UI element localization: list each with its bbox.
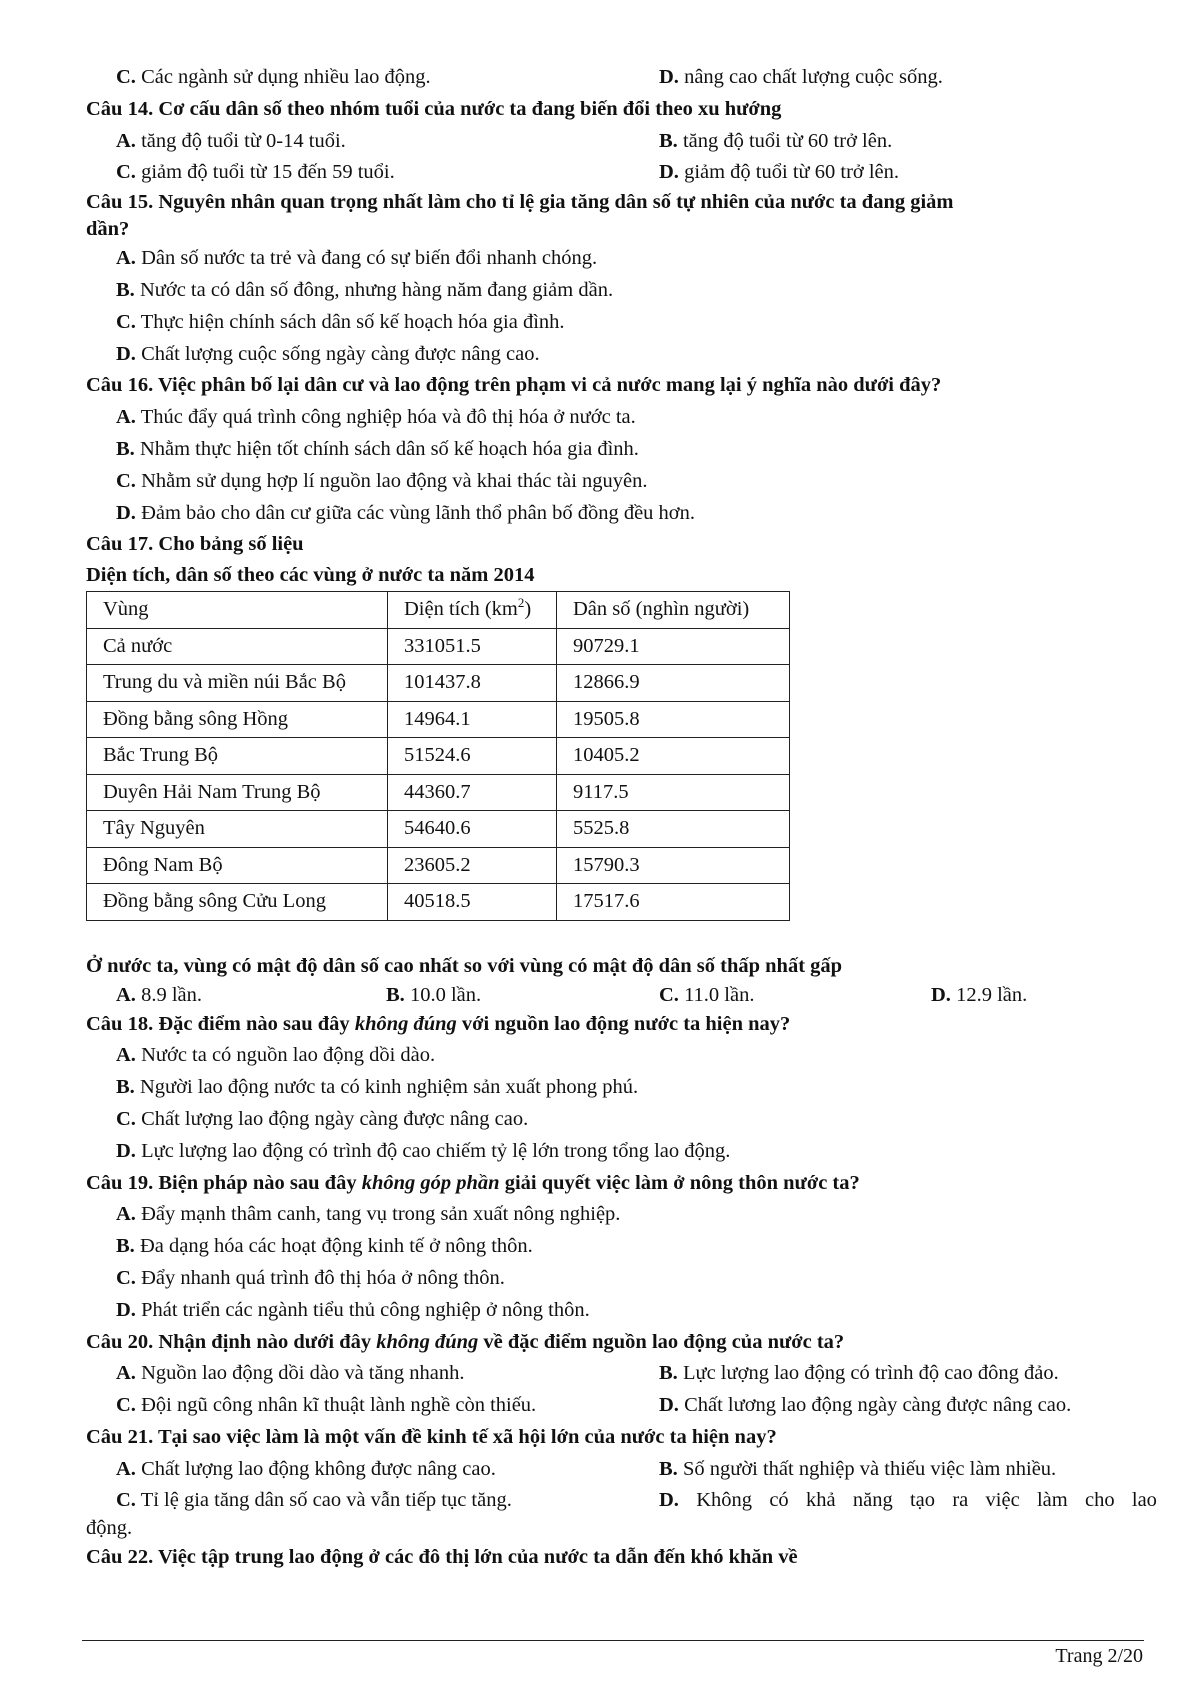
q18-option-b[interactable]: B. Người lao động nước ta có kinh nghiệm sản xuất phong phú.: [116, 1076, 639, 1099]
q20-options-cd: [86, 1390, 1144, 1422]
header-population: Dân số (nghìn người): [557, 592, 790, 629]
cell-region: Trung du và miền núi Bắc Bộ: [87, 665, 388, 702]
q21-option-c[interactable]: C. Tỉ lệ gia tăng dân số cao và vẫn tiếp tục tăng.: [116, 1488, 512, 1511]
cell-area: 23605.2: [388, 847, 557, 884]
q19-option-b[interactable]: B. Đa dạng hóa các hoạt động kinh tế ở nông thôn.: [116, 1235, 533, 1258]
q18-stem: Câu 18. Đặc điểm nào sau đây không đúng với nguồn lao động nước ta hiện nay?: [86, 1012, 791, 1035]
q21-option-d[interactable]: D. Không có khả năng tạo ra việc làm cho lao: [659, 1488, 1157, 1511]
cell-population: 5525.8: [557, 811, 790, 848]
q14-option-a[interactable]: A. tăng độ tuổi từ 0-14 tuổi.: [116, 129, 346, 152]
q16-option-c[interactable]: C. Nhằm sử dụng hợp lí nguồn lao động và khai thác tài nguyên.: [116, 469, 648, 492]
q14-option-c[interactable]: C. giảm độ tuổi từ 15 đến 59 tuổi.: [116, 161, 395, 184]
q21-options-cd: [86, 1486, 1157, 1514]
cell-region: Đông Nam Bộ: [87, 847, 388, 884]
table-row: [87, 884, 790, 921]
table-row: [87, 738, 790, 775]
q13-options-cd: [86, 62, 1144, 94]
q16-option-d[interactable]: D. Đảm bảo cho dân cư giữa các vùng lãnh thổ phân bố đồng đều hơn.: [116, 501, 696, 524]
table-header-row: [87, 592, 790, 629]
q14-stem: Câu 14. Cơ cấu dân số theo nhóm tuổi của nước ta đang biến đổi theo xu hướng: [86, 97, 782, 120]
q18-option-c[interactable]: C. Chất lượng lao động ngày càng được nâng cao.: [116, 1108, 529, 1131]
q19-option-d[interactable]: D. Phát triển các ngành tiểu thủ công nghiệp ở nông thôn.: [116, 1298, 590, 1321]
q20-option-d[interactable]: D. Chất lương lao động ngày càng được nâng cao.: [659, 1394, 1072, 1417]
q14-option-d[interactable]: D. giảm độ tuổi từ 60 trở lên.: [659, 161, 900, 184]
q21-options-ab: [86, 1454, 1144, 1486]
region-data-table: [86, 591, 790, 921]
cell-population: 9117.5: [557, 774, 790, 811]
cell-area: 101437.8: [388, 665, 557, 702]
cell-area: 44360.7: [388, 774, 557, 811]
q16-stem: Câu 16. Việc phân bố lại dân cư và lao động trên phạm vi cả nước mang lại ý nghĩa nào dưới đây?: [86, 374, 942, 397]
q18-option-d[interactable]: D. Lực lượng lao động có trình độ cao chiếm tỷ lệ lớn trong tổng lao động.: [116, 1139, 731, 1162]
footer-divider: [82, 1640, 1144, 1641]
q17-options: [86, 981, 1144, 1009]
q16-option-a[interactable]: A. Thúc đẩy quá trình công nghiệp hóa và đô thị hóa ở nước ta.: [116, 406, 636, 429]
q19-option-c[interactable]: C. Đẩy nhanh quá trình đô thị hóa ở nông thôn.: [116, 1267, 505, 1290]
cell-region: Duyên Hải Nam Trung Bộ: [87, 774, 388, 811]
table-row: [87, 847, 790, 884]
q17-option-a[interactable]: A. 8.9 lần.: [116, 983, 202, 1006]
q13-option-d[interactable]: D. nâng cao chất lượng cuộc sống.: [659, 66, 943, 88]
table-title: Diện tích, dân số theo các vùng ở nước ta năm 2014: [86, 564, 535, 587]
header-area: Diện tích $(km^2)$: [388, 592, 557, 629]
q17-option-b[interactable]: B. 10.0 lần.: [386, 983, 482, 1006]
q19-option-a[interactable]: A. Đẩy mạnh thâm canh, tang vụ trong sản xuất nông nghiệp.: [116, 1203, 621, 1226]
cell-population: 17517.6: [557, 884, 790, 921]
q18-option-a[interactable]: A. Nước ta có nguồn lao động dồi dào.: [116, 1044, 436, 1067]
emphasis-text: không đúng: [376, 1330, 479, 1353]
q16-option-b[interactable]: B. Nhằm thực hiện tốt chính sách dân số kế hoạch hóa gia đình.: [116, 437, 639, 460]
q14-options-ab: [86, 126, 1144, 158]
q20-options-ab: [86, 1358, 1144, 1390]
q17-question: Ở nước ta, vùng có mật độ dân số cao nhất so với vùng có mật độ dân số thấp nhất gấp: [86, 954, 843, 977]
q21-option-b[interactable]: B. Số người thất nghiệp và thiếu việc làm nhiều.: [659, 1457, 1057, 1480]
q15-option-b[interactable]: B. Nước ta có dân số đông, nhưng hàng năm đang giảm dần.: [116, 278, 614, 301]
cell-area: 51524.6: [388, 738, 557, 775]
q14-option-b[interactable]: B. tăng độ tuổi từ 60 trở lên.: [659, 129, 893, 152]
q20-option-b[interactable]: B. Lực lượng lao động có trình độ cao đông đảo.: [659, 1362, 1059, 1385]
q21-option-a[interactable]: A. Chất lượng lao động không được nâng cao.: [116, 1457, 496, 1480]
cell-region: Đồng bằng sông Hồng: [87, 701, 388, 738]
cell-area: 14964.1: [388, 701, 557, 738]
emphasis-text: không góp phần: [361, 1171, 500, 1194]
cell-region: Tây Nguyên: [87, 811, 388, 848]
q21-stem: Câu 21. Tại sao việc làm là một vấn đề kinh tế xã hội lớn của nước ta hiện nay?: [86, 1426, 777, 1449]
header-region: Vùng: [87, 592, 388, 629]
q21-option-d-wrap: động.: [86, 1516, 133, 1539]
q15-stem-line2: dần?: [86, 218, 130, 241]
q14-options-cd: [86, 157, 1144, 189]
cell-area: 331051.5: [388, 628, 557, 665]
q17-option-c[interactable]: C. 11.0 lần.: [659, 983, 755, 1006]
table-row: [87, 811, 790, 848]
cell-population: 10405.2: [557, 738, 790, 775]
q19-stem: Câu 19. Biện pháp nào sau đây không góp phần giải quyết việc làm ở nông thôn nước ta?: [86, 1171, 860, 1194]
cell-population: 12866.9: [557, 665, 790, 702]
cell-population: 15790.3: [557, 847, 790, 884]
table-spacer: [86, 921, 1144, 951]
cell-region: Cả nước: [87, 628, 388, 665]
exam-page: [86, 62, 1157, 1573]
table-row: [87, 628, 790, 665]
table-row: [87, 774, 790, 811]
cell-area: 54640.6: [388, 811, 557, 848]
emphasis-text: không đúng: [354, 1012, 457, 1035]
q15-option-d[interactable]: D. Chất lượng cuộc sống ngày càng được nâng cao.: [116, 342, 540, 365]
cell-region: Bắc Trung Bộ: [87, 738, 388, 775]
table-row: [87, 665, 790, 702]
q15-stem-line1: Câu 15. Nguyên nhân quan trọng nhất làm cho tỉ lệ gia tăng dân số tự nhiên của nước ta đang giảm: [86, 191, 954, 214]
cell-population: 90729.1: [557, 628, 790, 665]
q20-stem: Câu 20. Nhận định nào dưới đây không đúng về đặc điểm nguồn lao động của nước ta?: [86, 1330, 845, 1353]
q17-stem: Câu 17. Cho bảng số liệu: [86, 533, 304, 556]
q15-option-a[interactable]: A. Dân số nước ta trẻ và đang có sự biến đổi nhanh chóng.: [116, 247, 598, 270]
cell-region: Đồng bằng sông Cửu Long: [87, 884, 388, 921]
q22-stem: Câu 22. Việc tập trung lao động ở các đô thị lớn của nước ta dẫn đến khó khăn về: [86, 1545, 798, 1568]
q17-option-d[interactable]: D. 12.9 lần.: [931, 983, 1028, 1006]
table-row: [87, 701, 790, 738]
page-number: Trang 2/20: [1055, 1645, 1143, 1667]
cell-population: 19505.8: [557, 701, 790, 738]
q13-option-c[interactable]: C. Các ngành sử dụng nhiều lao động.: [116, 66, 431, 88]
q20-option-c[interactable]: C. Đội ngũ công nhân kĩ thuật lành nghề còn thiếu.: [116, 1394, 537, 1417]
q20-option-a[interactable]: A. Nguồn lao động dồi dào và tăng nhanh.: [116, 1362, 465, 1385]
cell-area: 40518.5: [388, 884, 557, 921]
q15-option-c[interactable]: C. Thực hiện chính sách dân số kế hoạch hóa gia đình.: [116, 310, 565, 333]
